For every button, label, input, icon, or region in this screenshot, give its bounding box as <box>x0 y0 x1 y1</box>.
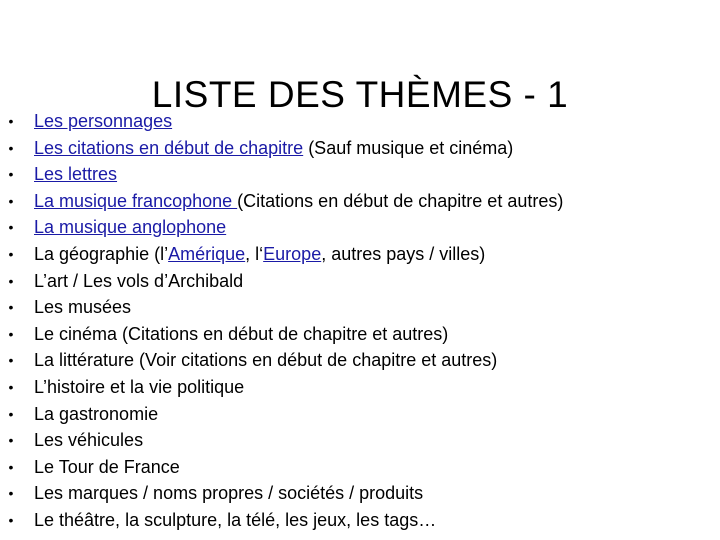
list-item-vehicules <box>0 427 720 454</box>
item-text-tour-de-france: Le Tour de France <box>34 456 180 477</box>
theme-list <box>0 108 720 534</box>
list-item-musees <box>0 294 720 321</box>
link-lettres[interactable]: Les lettres <box>34 164 118 185</box>
list-item-gastronomie <box>0 401 720 428</box>
bullet-icon: • <box>8 458 14 475</box>
geographie-prefix: La géographie (l’ <box>34 243 169 264</box>
list-item-cinema <box>0 321 720 348</box>
list-item-theatre <box>0 507 720 534</box>
item-text-theatre: Le théâtre, la sculpture, la télé, les jeux, les tags… <box>34 509 437 530</box>
link-citations[interactable]: Les citations en début de chapitre <box>34 137 304 158</box>
list-item-musique-francophone <box>0 188 720 215</box>
bullet-icon: • <box>8 352 14 369</box>
list-item-tour-de-france <box>0 454 720 481</box>
list-item-art <box>0 268 720 295</box>
bullet-icon: • <box>8 378 14 395</box>
link-musique-anglophone[interactable]: La musique anglophone <box>34 217 227 238</box>
bullet-icon: • <box>8 485 14 502</box>
list-item-litterature <box>0 347 720 374</box>
list-item-marques <box>0 480 720 507</box>
item-text-vehicules: Les véhicules <box>34 430 144 451</box>
geographie-separator: , l‘ <box>245 243 264 264</box>
list-item-musique-anglophone <box>0 214 720 241</box>
bullet-icon: • <box>8 166 14 183</box>
bullet-icon: • <box>8 192 14 209</box>
bullet-icon: • <box>8 272 14 289</box>
bullet-icon: • <box>8 139 14 156</box>
bullet-icon: • <box>8 511 14 528</box>
item-text-marques: Les marques / noms propres / sociétés / produits <box>34 483 424 504</box>
item-text-musees: Les musées <box>34 297 132 318</box>
bullet-icon: • <box>8 405 14 422</box>
bullet-icon: • <box>8 113 14 129</box>
item-text-art: L’art / Les vols d’Archibald <box>34 270 244 291</box>
list-item-lettres <box>0 161 720 188</box>
item-text-litterature: La littérature (Voir citations en début de chapitre et autres) <box>34 350 498 371</box>
list-item-geographie <box>0 241 720 268</box>
item-text-gastronomie: La gastronomie <box>34 403 159 424</box>
musique-francophone-note: (Citations en début de chapitre et autres) <box>237 190 564 211</box>
bullet-icon: • <box>8 245 14 262</box>
citations-note: (Sauf musique et cinéma) <box>303 137 514 158</box>
list-item-citations <box>0 135 720 162</box>
bullet-icon: • <box>8 219 14 236</box>
item-text-cinema: Le cinéma (Citations en début de chapitre et autres) <box>34 323 449 344</box>
list-item-personnages <box>0 108 720 135</box>
item-text-histoire: L’histoire et la vie politique <box>34 376 245 397</box>
slide-title: LISTE DES THÈMES - 1 <box>151 73 569 115</box>
geographie-suffix: , autres pays / villes) <box>321 243 486 264</box>
link-musique-francophone[interactable]: La musique francophone <box>34 190 238 211</box>
bullet-icon: • <box>8 432 14 449</box>
bullet-icon: • <box>8 325 14 342</box>
link-europe[interactable]: Europe <box>263 243 322 264</box>
link-amerique[interactable]: Amérique <box>168 243 246 264</box>
list-item-histoire <box>0 374 720 401</box>
bullet-icon: • <box>8 299 14 316</box>
link-personnages[interactable]: Les personnages <box>34 111 173 131</box>
